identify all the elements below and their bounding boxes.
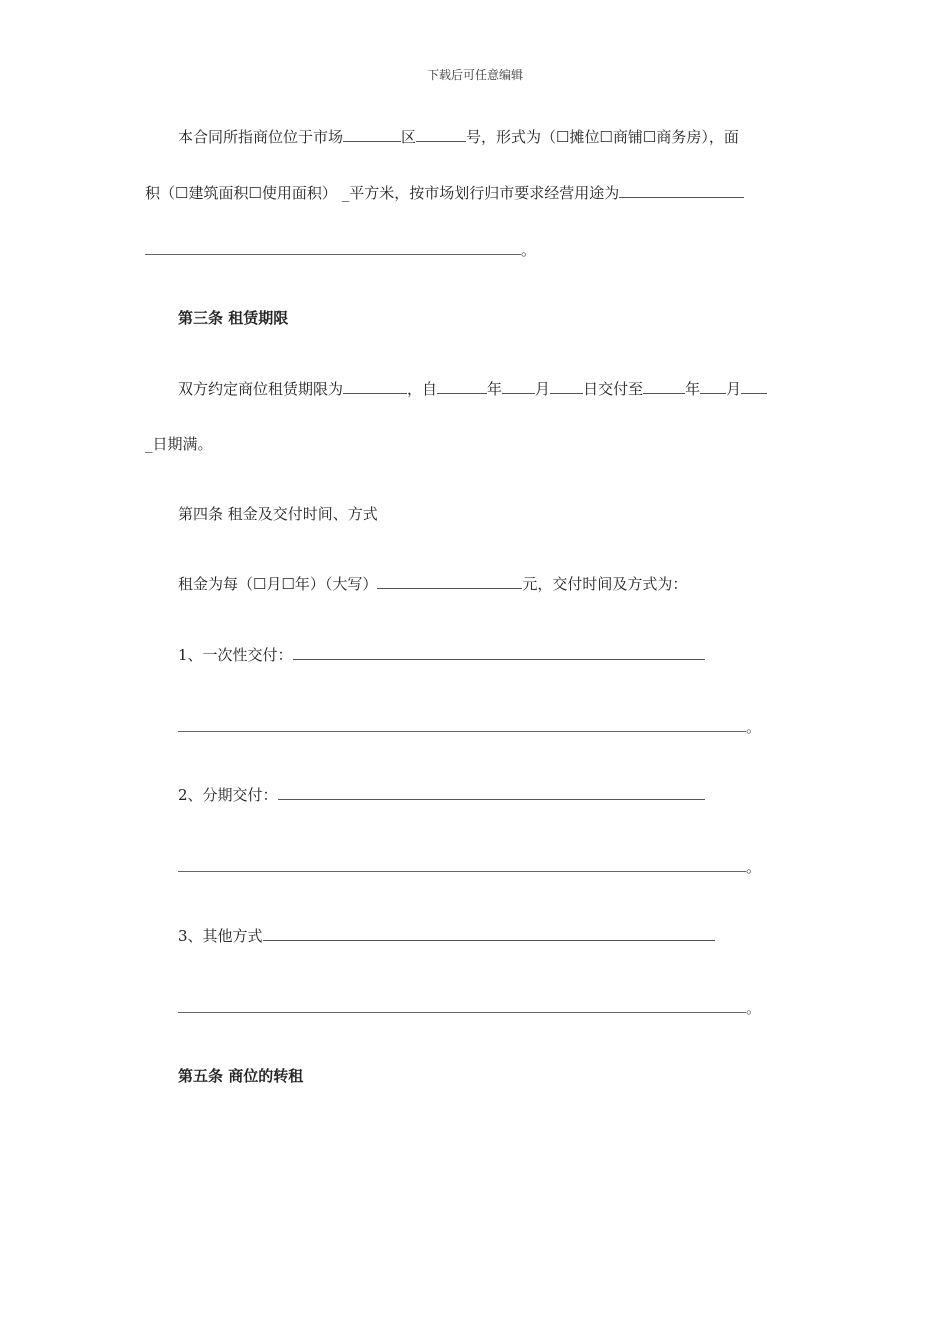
rent-text-b: 元，交付时间及方式为： — [522, 575, 688, 593]
rent-paragraph — [178, 574, 687, 594]
end-month-blank — [700, 379, 726, 394]
usage-blank — [619, 183, 744, 198]
payment-item-1-label: 1、一次性交付： — [178, 646, 293, 664]
location-text-a: 本合同所指商位位于市场 — [178, 128, 344, 146]
term-text-e: 日交付至 — [583, 380, 644, 398]
term-paragraph-line1 — [178, 379, 767, 399]
payment-item-3-label: 3、其他方式 — [178, 927, 263, 945]
start-day-blank — [550, 379, 583, 394]
term-text-b: ，自 — [407, 380, 438, 398]
article5-title: 第五条 商位的转租 — [178, 1067, 304, 1085]
payment-item-2 — [178, 785, 705, 805]
location-paragraph-line2 — [145, 183, 744, 203]
article3-title: 第三条 租赁期限 — [178, 309, 289, 327]
rent-amount-blank — [377, 574, 522, 589]
term-text-a: 双方约定商位租赁期限为 — [178, 380, 344, 398]
payment-item-3-blank — [263, 926, 715, 941]
term-text-c: 年 — [487, 380, 503, 398]
payment-item-1 — [178, 645, 705, 665]
term-text-f: 年 — [685, 380, 701, 398]
term-paragraph-line2: _日期满。 — [145, 435, 213, 453]
payment-item-3-continuation-rule — [178, 1012, 746, 1013]
usage-end-mark: 。 — [521, 241, 537, 259]
end-day-blank — [741, 379, 767, 394]
payment-item-2-blank — [278, 785, 705, 800]
usage-continuation-rule — [145, 254, 521, 255]
payment-item-2-continuation-rule — [178, 871, 746, 872]
term-text-d: 月 — [535, 380, 551, 398]
rent-text-a: 租金为每（☐月☐年）（大写） — [178, 575, 378, 593]
term-text-g: 月 — [726, 380, 742, 398]
area-text-b: _平方米，按市场划行归市要求经营用途为 — [341, 184, 620, 202]
payment-item-3-end-mark: 。 — [746, 999, 762, 1017]
payment-item-3 — [178, 926, 715, 946]
location-text-b: 区 — [401, 128, 417, 146]
start-year-blank — [437, 379, 487, 394]
market-zone-blank — [343, 127, 401, 142]
term-length-blank — [343, 379, 407, 394]
end-year-blank — [643, 379, 685, 394]
location-text-c: 号，形式为（☐摊位☐商铺☐商务房），面 — [466, 128, 739, 146]
start-month-blank — [502, 379, 535, 394]
payment-item-1-blank — [293, 645, 705, 660]
payment-item-1-end-mark: 。 — [746, 718, 762, 736]
article4-title: 第四条 租金及交付时间、方式 — [178, 505, 378, 523]
area-text-a: 积（☐建筑面积☐使用面积） — [145, 184, 337, 202]
payment-item-2-end-mark: 。 — [746, 858, 762, 876]
payment-item-2-label: 2、分期交付： — [178, 786, 278, 804]
stall-number-blank — [416, 127, 466, 142]
page-header-note: 下载后可任意编辑 — [426, 68, 523, 82]
location-paragraph-line1 — [178, 127, 739, 147]
payment-item-1-continuation-rule — [178, 731, 746, 732]
